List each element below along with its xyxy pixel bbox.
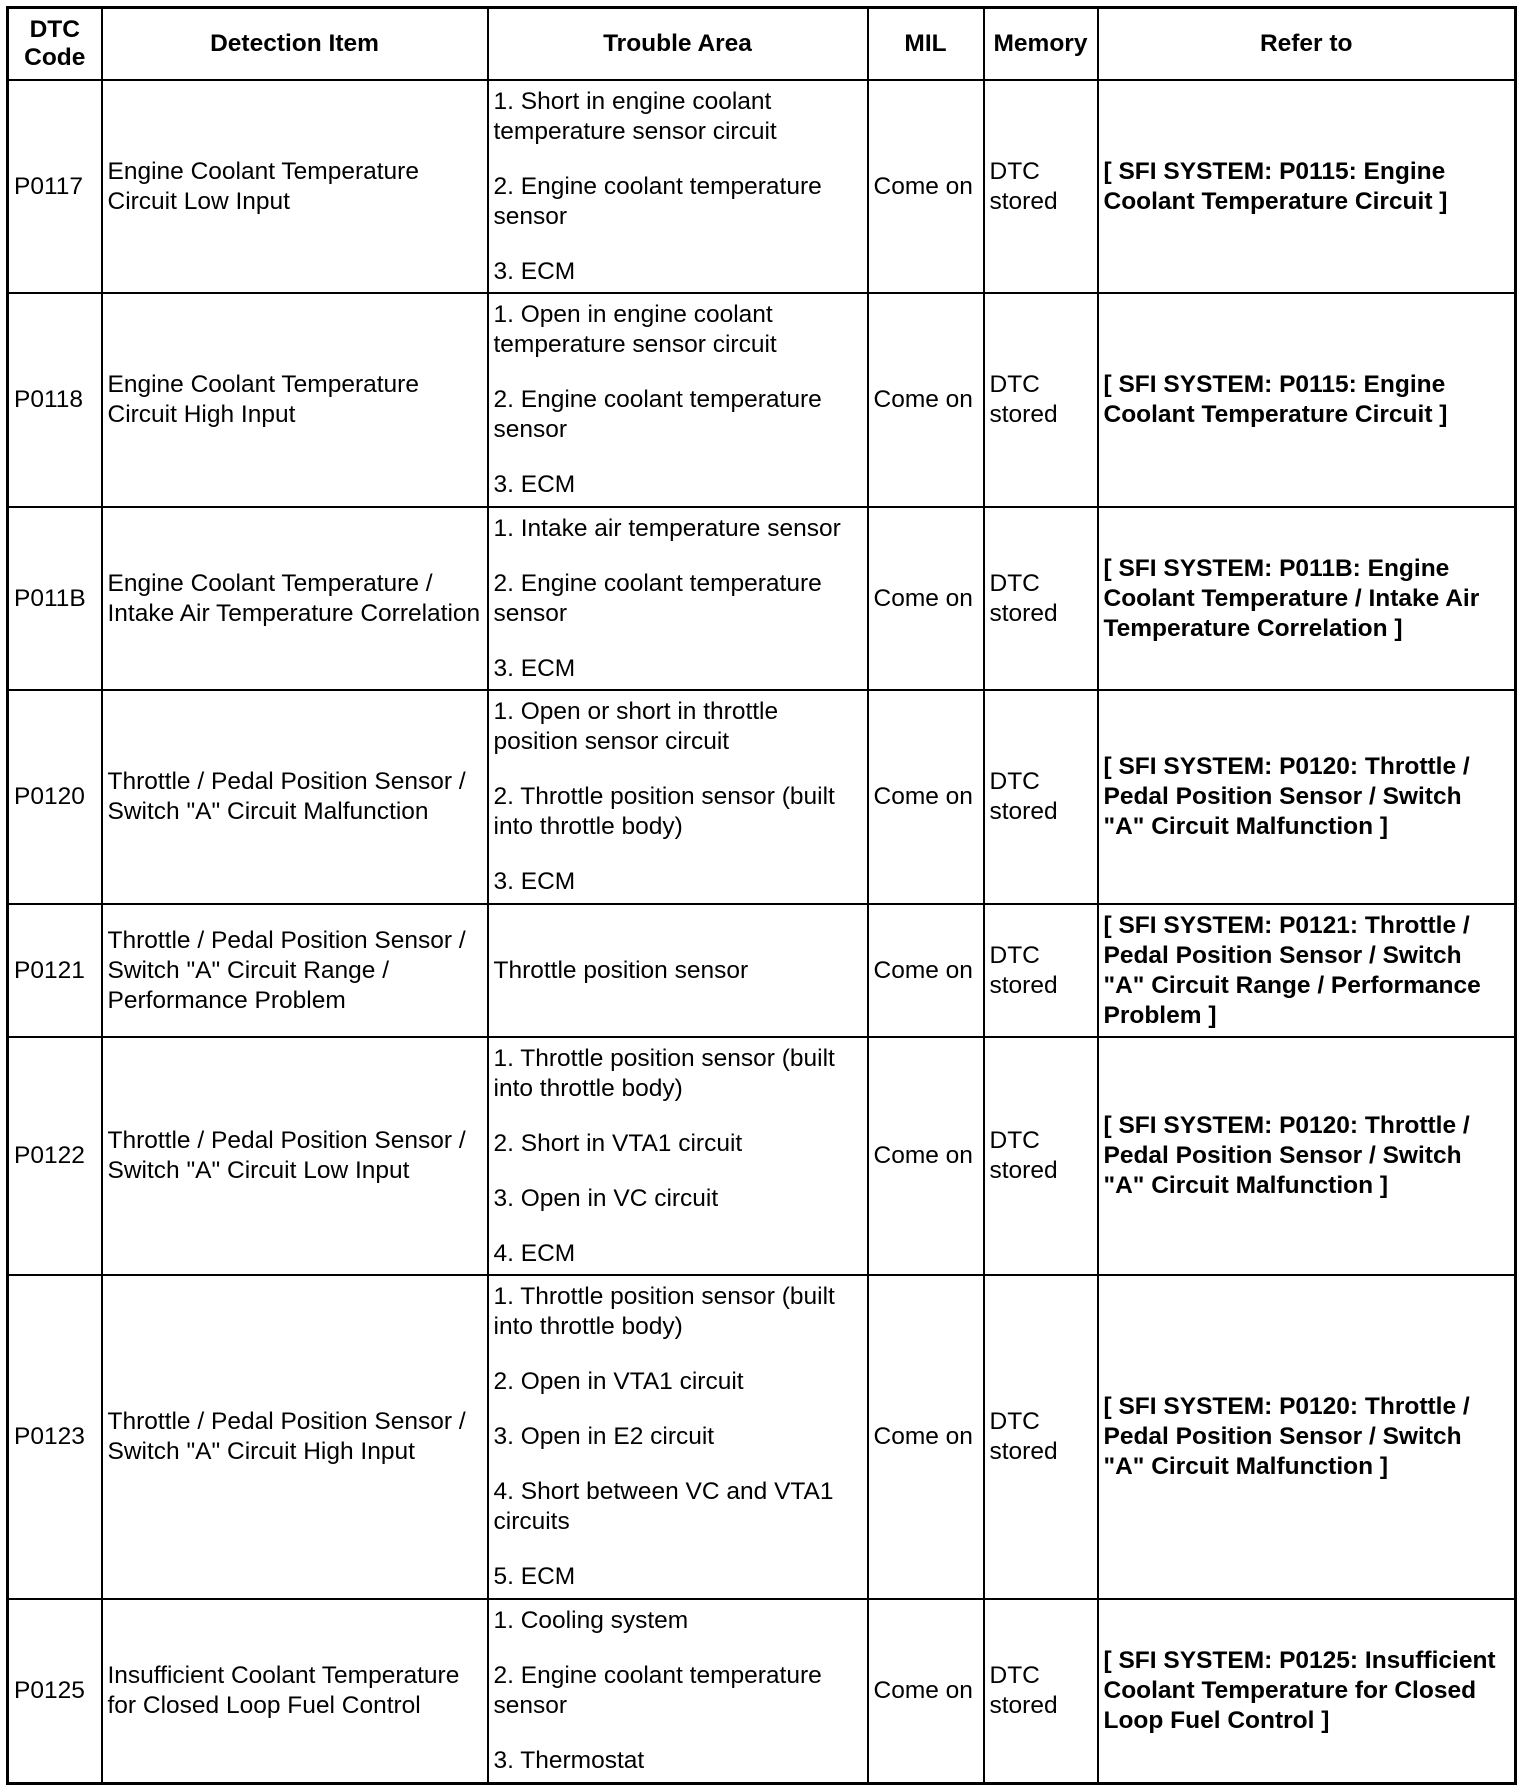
trouble-area-item: 3. ECM — [493, 868, 576, 895]
trouble-area-item: 1. Throttle position sensor (built into throttle body) — [493, 1044, 835, 1102]
trouble-area-cell — [488, 690, 868, 904]
header-memory: Memory — [984, 8, 1098, 81]
header-mil: MIL — [868, 8, 984, 81]
trouble-area-item: 2. Open in VTA1 circuit — [493, 1368, 744, 1395]
trouble-area-item: 3. Thermostat — [493, 1746, 645, 1774]
dtc-code-cell: P011B — [8, 507, 102, 690]
trouble-area-item: 1. Open in engine coolant temperature sensor circuit — [493, 301, 777, 358]
memory-cell: DTC stored — [984, 293, 1098, 507]
trouble-area-cell — [488, 904, 868, 1037]
trouble-area-item: 4. Short between VC and VTA1 circuits — [493, 1478, 834, 1535]
refer-to-cell: [ SFI SYSTEM: P0120: Throttle / Pedal Position Sensor / Switch "A" Circuit Malfunction ] — [1098, 690, 1516, 904]
detection-item-cell: Engine Coolant Temperature / Intake Air Temperature Correlation — [102, 507, 488, 690]
detection-item-cell: Throttle / Pedal Position Sensor / Switch "A" Circuit Range / Performance Problem — [102, 904, 488, 1037]
mil-cell: Come on — [868, 904, 984, 1037]
trouble-area-item: 4. ECM — [493, 1239, 576, 1267]
dtc-code-cell: P0120 — [8, 690, 102, 904]
trouble-area-item: 2. Engine coolant temperature sensor — [493, 569, 822, 627]
mil-cell: Come on — [868, 80, 984, 293]
detection-item-cell: Throttle / Pedal Position Sensor / Switch "A" Circuit Low Input — [102, 1037, 488, 1275]
mil-cell: Come on — [868, 1275, 984, 1599]
mil-cell: Come on — [868, 293, 984, 507]
trouble-area-item: 3. Open in VC circuit — [493, 1184, 719, 1212]
dtc-table — [6, 6, 1517, 1785]
memory-cell: DTC stored — [984, 1037, 1098, 1275]
table-row — [8, 690, 1516, 904]
memory-cell: DTC stored — [984, 690, 1098, 904]
dtc-code-cell: P0118 — [8, 293, 102, 507]
dtc-code-cell: P0123 — [8, 1275, 102, 1599]
trouble-area-cell — [488, 507, 868, 690]
header-refer-to: Refer to — [1098, 8, 1516, 81]
trouble-area-item: 1. Open or short in throttle position sensor circuit — [493, 698, 779, 755]
table-row — [8, 1037, 1516, 1275]
trouble-area-cell — [488, 1275, 868, 1599]
memory-cell: DTC stored — [984, 1275, 1098, 1599]
trouble-area-item: 3. Open in E2 circuit — [493, 1423, 715, 1450]
header-detection-item: Detection Item — [102, 8, 488, 81]
detection-item-cell: Insufficient Coolant Temperature for Closed Loop Fuel Control — [102, 1599, 488, 1783]
detection-item-cell: Engine Coolant Temperature Circuit Low Input — [102, 80, 488, 293]
table-body — [8, 80, 1516, 1783]
detection-item-cell: Throttle / Pedal Position Sensor / Switch "A" Circuit Malfunction — [102, 690, 488, 904]
refer-to-cell: [ SFI SYSTEM: P0120: Throttle / Pedal Position Sensor / Switch "A" Circuit Malfunction ] — [1098, 1275, 1516, 1599]
mil-cell: Come on — [868, 1037, 984, 1275]
dtc-code-cell: P0122 — [8, 1037, 102, 1275]
detection-item-cell: Throttle / Pedal Position Sensor / Switch "A" Circuit High Input — [102, 1275, 488, 1599]
trouble-area-item: 2. Short in VTA1 circuit — [493, 1129, 743, 1157]
trouble-area-item: 1. Intake air temperature sensor — [493, 514, 841, 542]
trouble-area-cell — [488, 1037, 868, 1275]
refer-to-cell: [ SFI SYSTEM: P0125: Insufficient Coolant Temperature for Closed Loop Fuel Control ] — [1098, 1599, 1516, 1783]
trouble-area-cell — [488, 80, 868, 293]
trouble-area-item: 2. Engine coolant temperature sensor — [493, 172, 822, 230]
mil-cell: Come on — [868, 507, 984, 690]
table-row — [8, 1599, 1516, 1783]
refer-to-cell: [ SFI SYSTEM: P0115: Engine Coolant Temperature Circuit ] — [1098, 293, 1516, 507]
trouble-area-item: 1. Throttle position sensor (built into throttle body) — [493, 1283, 835, 1340]
dtc-code-cell: P0117 — [8, 80, 102, 293]
mil-cell: Come on — [868, 690, 984, 904]
trouble-area-item: 2. Engine coolant temperature sensor — [493, 1661, 822, 1719]
trouble-area-item: 3. ECM — [493, 257, 576, 285]
memory-cell: DTC stored — [984, 507, 1098, 690]
trouble-area-item: 2. Engine coolant temperature sensor — [493, 386, 822, 443]
table-row — [8, 904, 1516, 1037]
dtc-code-cell: P0121 — [8, 904, 102, 1037]
trouble-area-item: 1. Short in engine coolant temperature sensor circuit — [493, 87, 777, 145]
memory-cell: DTC stored — [984, 80, 1098, 293]
detection-item-cell: Engine Coolant Temperature Circuit High Input — [102, 293, 488, 507]
table-row — [8, 507, 1516, 690]
trouble-area-item: Throttle position sensor — [493, 956, 749, 984]
trouble-area-item: 5. ECM — [493, 1563, 576, 1590]
trouble-area-cell — [488, 1599, 868, 1783]
refer-to-cell: [ SFI SYSTEM: P0121: Throttle / Pedal Position Sensor / Switch "A" Circuit Range / Performance Problem ] — [1098, 904, 1516, 1037]
header-dtc-code: DTC Code — [8, 8, 102, 81]
trouble-area-item: 3. ECM — [493, 471, 576, 498]
table-header — [8, 8, 1516, 81]
refer-to-cell: [ SFI SYSTEM: P0120: Throttle / Pedal Position Sensor / Switch "A" Circuit Malfunction ] — [1098, 1037, 1516, 1275]
trouble-area-cell — [488, 293, 868, 507]
trouble-area-item: 3. ECM — [493, 654, 576, 682]
table-row — [8, 80, 1516, 293]
trouble-area-item: 1. Cooling system — [493, 1606, 689, 1634]
table-row — [8, 293, 1516, 507]
header-trouble-area: Trouble Area — [488, 8, 868, 81]
table-row — [8, 1275, 1516, 1599]
refer-to-cell: [ SFI SYSTEM: P011B: Engine Coolant Temperature / Intake Air Temperature Correlation ] — [1098, 507, 1516, 690]
header-row — [8, 8, 1516, 81]
memory-cell: DTC stored — [984, 1599, 1098, 1783]
dtc-code-cell: P0125 — [8, 1599, 102, 1783]
trouble-area-item: 2. Throttle position sensor (built into throttle body) — [493, 783, 835, 840]
memory-cell: DTC stored — [984, 904, 1098, 1037]
mil-cell: Come on — [868, 1599, 984, 1783]
refer-to-cell: [ SFI SYSTEM: P0115: Engine Coolant Temperature Circuit ] — [1098, 80, 1516, 293]
